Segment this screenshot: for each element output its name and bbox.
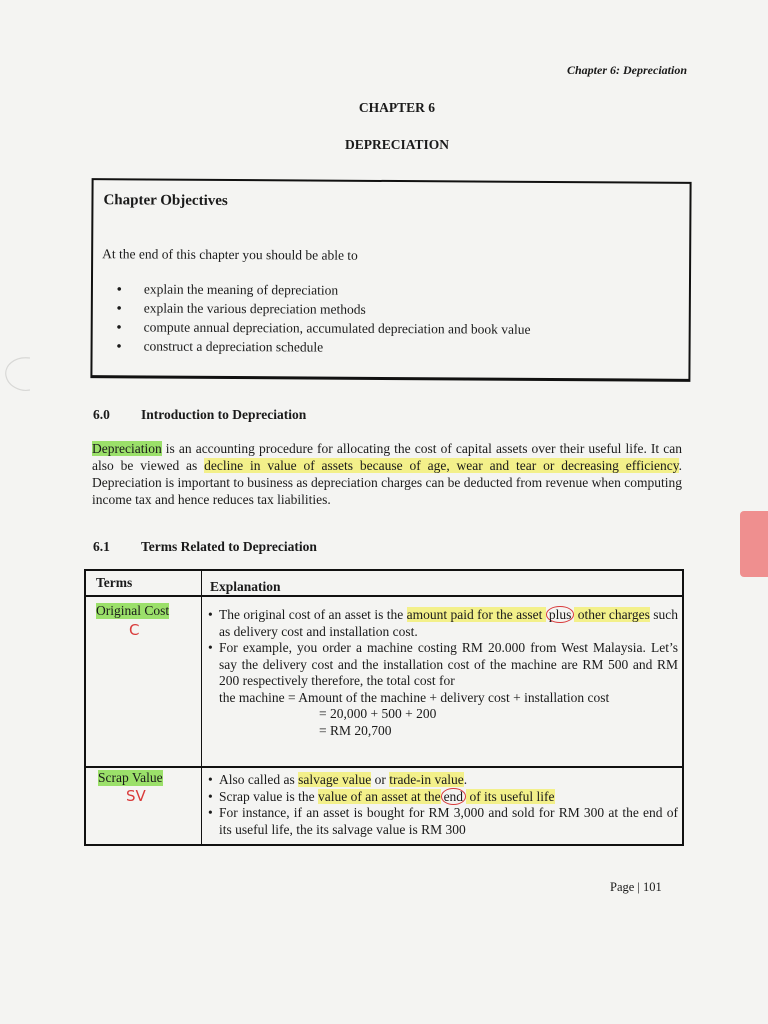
page-number: Page | 101 (610, 880, 662, 894)
bullet-icon: • (116, 319, 122, 335)
explanation-item: • Scrap value is the value of an asset at the end of its useful life (208, 788, 555, 804)
punch-hole-mark (0, 354, 30, 394)
circled-word: end (441, 788, 467, 805)
term-abbreviation: C (129, 621, 140, 639)
objective-item: • construct a depreciation schedule (116, 338, 324, 355)
objective-item: • explain the various depreciation methods (116, 300, 366, 317)
terms-table (84, 569, 684, 846)
term-scrap-value: Scrap Value (98, 770, 163, 785)
explanation-item: • Also called as salvage value or trade-in value. (208, 772, 468, 787)
objectives-intro: At the end of this chapter you should be able to (102, 246, 358, 263)
bullet-icon: • (116, 300, 122, 316)
chapter-objectives-box (90, 178, 691, 382)
bullet-icon: • (208, 607, 213, 622)
page-tab-marker (740, 511, 768, 577)
row-divider (86, 595, 682, 597)
chapter-number: CHAPTER 6 (358, 100, 436, 115)
explanation-item: • For instance, if an asset is bought for RM 3,000 and sold for RM 300 at the end of its useful life, the its salvage value is RM 300 (208, 805, 678, 837)
calculation-line: = 20,000 + 500 + 200 (319, 706, 437, 721)
bullet-icon: • (208, 640, 213, 655)
column-divider (201, 571, 202, 844)
calculation-line: = RM 20,700 (319, 722, 392, 738)
header-explanation: Explanation (210, 579, 281, 594)
term-original-cost: Original Cost (96, 603, 170, 618)
highlighted-phrase: decline in value of assets because of age, wear and tear or decreasing efficiency (204, 458, 679, 473)
section-heading-6-0: 6.0 Introduction to Depreciation (93, 407, 307, 422)
original-cost-explanation (208, 607, 678, 739)
bullet-icon: • (208, 772, 213, 787)
section-heading-6-1: 6.1 Terms Related to Depreciation (93, 539, 317, 554)
bullet-icon: • (116, 281, 122, 297)
scrap-value-explanation (208, 772, 678, 838)
calculation-line: the machine = Amount of the machine + delivery cost + installation cost (219, 689, 610, 705)
objective-item: • compute annual depreciation, accumulated depreciation and book value (116, 319, 531, 337)
bullet-icon: • (116, 338, 122, 354)
highlighted-term: Depreciation (92, 441, 162, 456)
explanation-item: • For example, you order a machine costing RM 20.000 from West Malaysia. Let’s say the delivery cost and the installation cost of the machine are RM 500 and RM 200 respectively therefore, the total cost for the machine = Amount of the machine + delivery cost + installation cost = 20,000 + 500 + 200 = RM 20,700 (208, 640, 678, 738)
row-divider (86, 766, 682, 768)
header-terms: Terms (96, 575, 133, 590)
chapter-title: DEPRECIATION (344, 137, 449, 152)
objective-item: • explain the meaning of depreciation (116, 281, 339, 298)
objectives-heading: Chapter Objectives (103, 192, 228, 210)
explanation-item: • The original cost of an asset is the amount paid for the asset plus other charges such as delivery cost and installation cost. (208, 607, 679, 639)
depreciation-intro-paragraph: Depreciation is an accounting procedure for allocating the cost of capital assets over their useful life. It can also be viewed as decline in value of assets because of age, wear and tear or decreasing efficiency. Depreciation is important to business as depreciation charges can be deducted from revenue when computing income tax and hence reduces tax liabilities. (92, 441, 682, 507)
objectives-list (117, 279, 531, 358)
term-abbreviation: SV (126, 787, 146, 805)
bullet-icon: • (208, 805, 213, 820)
running-header: Chapter 6: Depreciation (567, 63, 687, 77)
bullet-icon: • (208, 788, 213, 804)
circled-word: plus (546, 606, 575, 623)
